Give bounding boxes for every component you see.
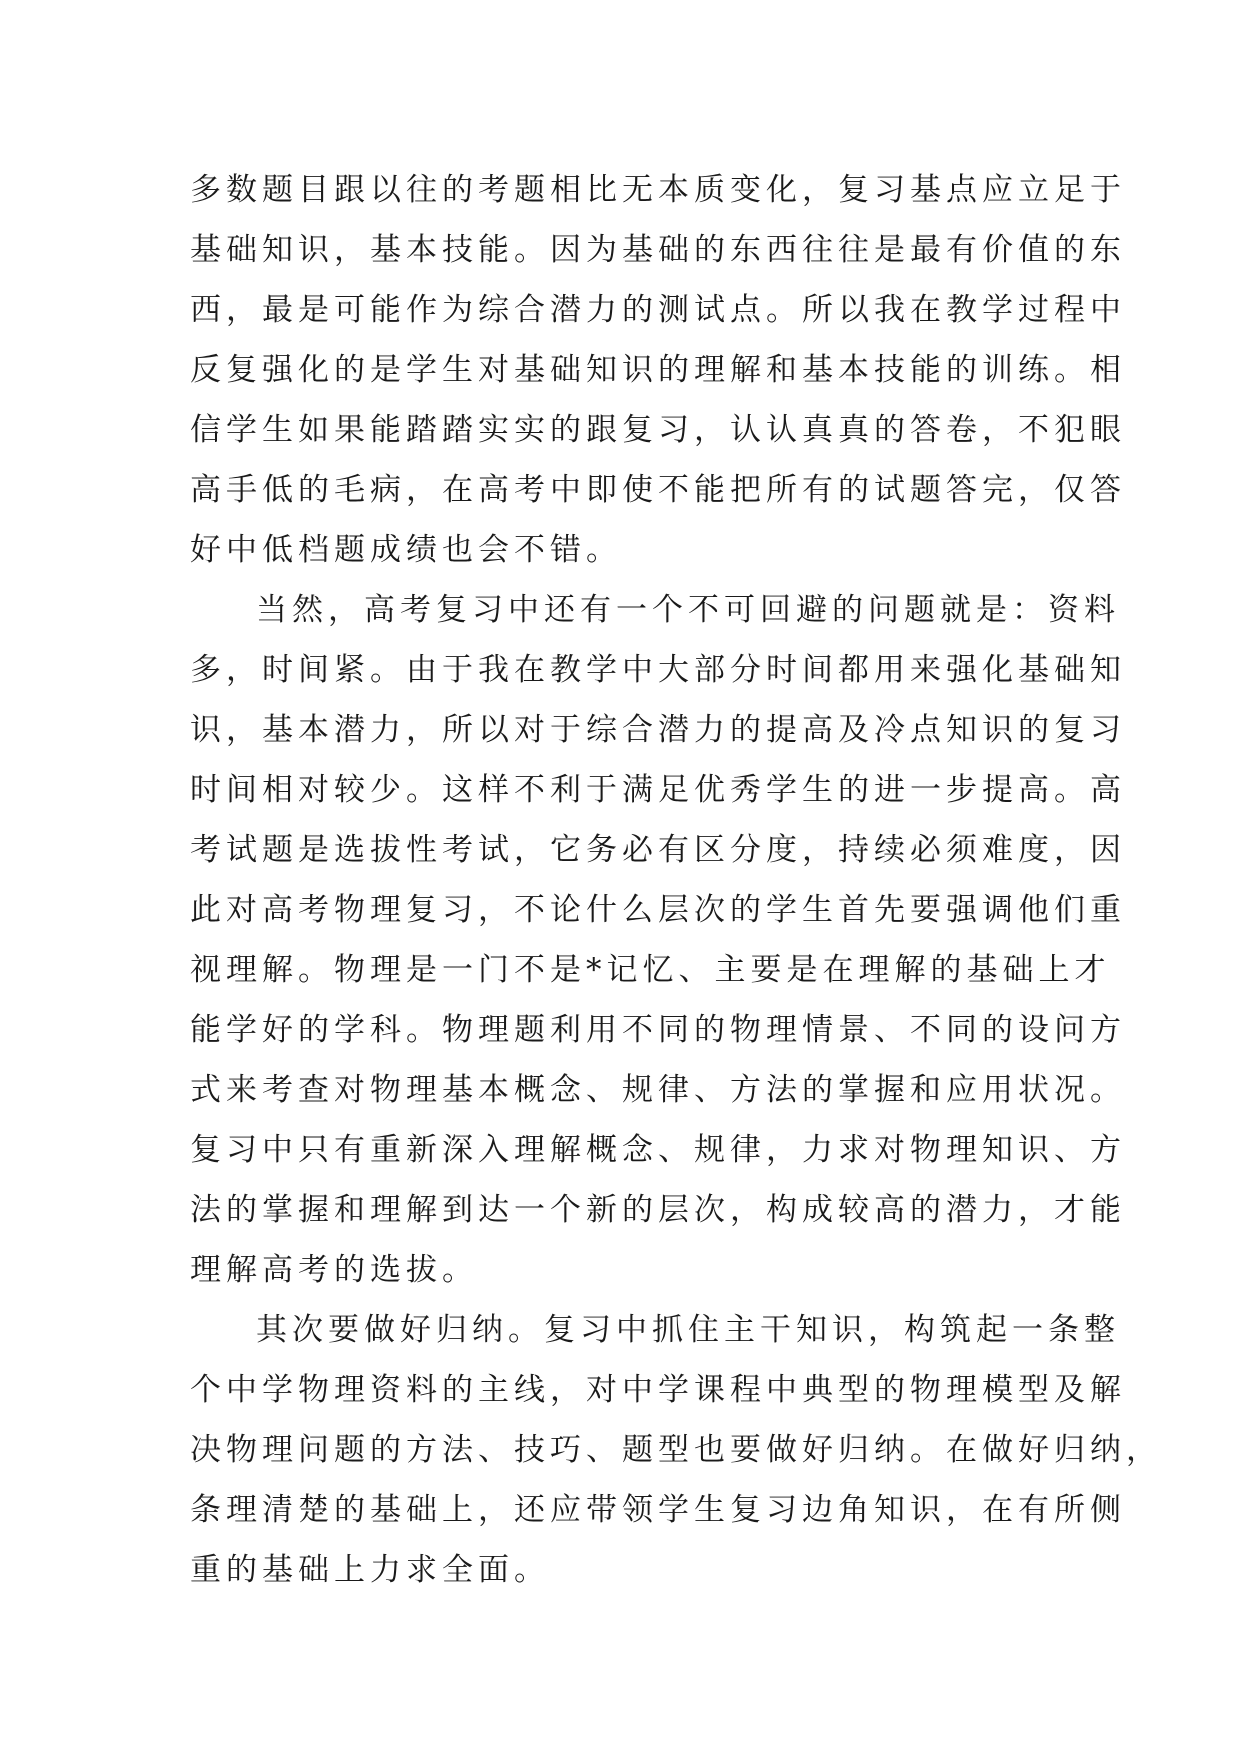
text-line: 多数题目跟以往的考题相比无本质变化，复习基点应立足于 — [190, 172, 1126, 208]
text-line: 此对高考物理复习，不论什么层次的学生首先要强调他们重 — [190, 892, 1126, 928]
text-line: 理解高考的选拔。 — [190, 1252, 478, 1288]
paragraph-2 — [190, 580, 1126, 1300]
text-line: 基础知识，基本技能。因为基础的东西往往是最有价值的东 — [190, 232, 1126, 268]
text-line: 考试题是选拔性考试，它务必有区分度，持续必须难度，因 — [190, 832, 1126, 868]
text-line: 好中低档题成绩也会不错。 — [190, 532, 622, 568]
text-line: 能学好的学科。物理题利用不同的物理情景、不同的设问方 — [190, 1012, 1126, 1048]
text-line: 识，基本潜力，所以对于综合潜力的提高及冷点知识的复习 — [190, 712, 1126, 748]
text-line: 信学生如果能踏踏实实的跟复习，认认真真的答卷，不犯眼 — [190, 412, 1126, 448]
text-line: 个中学物理资料的主线，对中学课程中典型的物理模型及解 — [190, 1372, 1126, 1408]
paragraph-3 — [190, 1300, 1162, 1600]
text-line: 重的基础上力求全面。 — [190, 1552, 550, 1588]
text-line: 复习中只有重新深入理解概念、规律，力求对物理知识、方 — [190, 1132, 1126, 1168]
text-line: 决物理问题的方法、技巧、题型也要做好归纳。在做好归纳， — [190, 1432, 1162, 1468]
text-line: 其次要做好归纳。复习中抓住主干知识，构筑起一条整 — [256, 1312, 1120, 1348]
text-line: 当然，高考复习中还有一个不可回避的问题就是：资料 — [256, 592, 1120, 628]
text-line: 西，最是可能作为综合潜力的测试点。所以我在教学过程中 — [190, 292, 1126, 328]
text-line: 反复强化的是学生对基础知识的理解和基本技能的训练。相 — [190, 352, 1126, 388]
text-line: 多，时间紧。由于我在教学中大部分时间都用来强化基础知 — [190, 652, 1126, 688]
body-text — [190, 160, 1162, 1600]
paragraph-1 — [190, 160, 1126, 580]
text-line: 时间相对较少。这样不利于满足优秀学生的进一步提高。高 — [190, 772, 1126, 808]
text-line: 高手低的毛病，在高考中即使不能把所有的试题答完，仅答 — [190, 472, 1126, 508]
text-line: 式来考查对物理基本概念、规律、方法的掌握和应用状况。 — [190, 1072, 1126, 1108]
text-line: 法的掌握和理解到达一个新的层次，构成较高的潜力，才能 — [190, 1192, 1126, 1228]
text-line: 条理清楚的基础上，还应带领学生复习边角知识，在有所侧 — [190, 1492, 1126, 1528]
text-line: 视理解。物理是一门不是*记忆、主要是在理解的基础上才 — [190, 952, 1111, 988]
